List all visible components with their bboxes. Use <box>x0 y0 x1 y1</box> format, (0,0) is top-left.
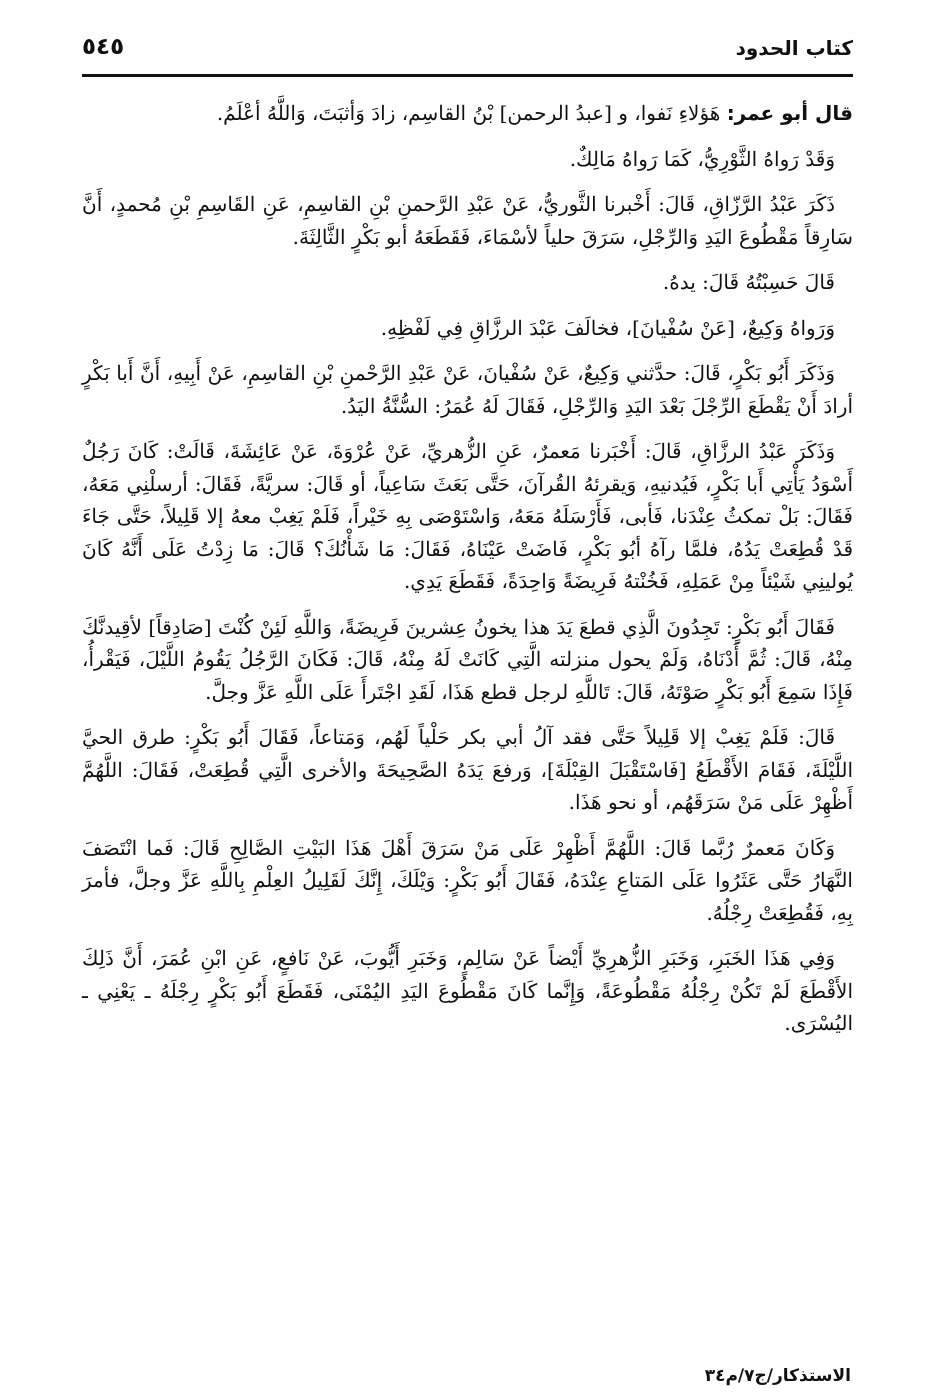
footer-signature: الاستذكار/ج٧/م٣٤ <box>704 1366 851 1386</box>
paragraph-text: هَؤلاءِ نَفوا، و [عبدُ الرحمن] بْنُ القاسِم، زادَ وَأثبَتَ، وَاللَّهُ أعْلَمُ. <box>216 101 727 125</box>
paragraph: وَقَدْ رَواهُ الثَّوْرِيُّ، كَمَا رَواهُ مَالِكٌ. <box>569 146 835 171</box>
paragraph: وَذَكَرَ أَبُو بَكْرٍ، قَالَ: حدَّثني وَكِيعٌ، عَنْ سُفْيانَ، عَنْ عَبْدِ الرَّحْمنِ بْنِ القاسِمِ، عَنْ أَبِيهِ، أَنَّ أَبا بَكْرٍ أرادَ أَنْ يَقْطَعَ الرِّجْلَ بَعْدَ اليَدِ وَالرِّجْلِ، فَقَالَ لَهُ عُمَرُ: السُّنَّةُ اليَدُ. <box>82 361 853 418</box>
paragraph: وَذَكَرَ عَبْدُ الرزَّاقِ، قَالَ: أَخْبَرنا مَعمرٌ، عَنِ الزُّهريِّ، عَنْ عُرْوَةَ، عَنْ عَائِشَةَ، قَالَتْ: كَانَ رَجُلٌ أَسْوَدُ يَأْتِي أَبا بَكْرٍ، فَيُدنيهِ، وَيقرئهُ القُرآنَ، حَتَّى بَعَثَ سَاعِياً، أو قَالَ: سريَّةً، فَقَالَ: أرسلْنِي مَعَهُ، فَقَالَ: بَلْ تمكثُ عِنْدَنا، فَأبى، فَأَرْسَلَهُ مَعَهُ، وَاسْتَوْصَى بِهِ خَيْراً، فَلَمْ يَغِبْ معهُ إلا قَلِيلاً، حَتَّى جَاءَ قَدْ قُطِعَتْ يَدُهُ، فلمَّا رآهُ أبُو بَكْرٍ، فَاضَتْ عَيْنَاهُ، فَقَالَ: مَا شَأْنُكَ؟ قَالَ: مَا زِدْتُ عَلَى أَنَّهُ كَانَ يُولينِي شَيْئاً مِنْ عَمَلِهِ، فَخُنْتهُ فَرِيضَةً وَاحِدَةً، فَقَطَعَ يَدِي. <box>82 439 854 593</box>
running-header <box>82 34 853 77</box>
page-number: ٥٤٥ <box>82 34 125 60</box>
speaker-label: قال أبو عمر: <box>726 101 853 125</box>
running-title: كتاب الحدود <box>735 36 853 60</box>
paragraph: فَقَالَ أَبُو بَكْرٍ: تَجِدُونَ الَّذِي قطعَ يَدَ هذا يخونُ عِشرينَ فَرِيضَةً، وَاللَّهِ لَئِنْ كُنْتَ [صَادِقاً] لأقِيدنَّكَ مِنْهُ، قَالَ: ثُمَّ أَدْنَاهُ، وَلَمْ يحول منزلته الَّتِي كَانَتْ لَهُ مِنْهُ، قَالَ: فَكَانَ الرَّجُلُ يَقُومُ اللَّيْلَ، فَيَقْرأُ، فَإِذَا سَمِعَ أَبُو بَكْرٍ صَوْتَهُ، قَالَ: تَاللَّهِ لرجل قطع هَذَا، لَقَدِ اجْتَرأَ عَلَى اللَّهِ عَزَّ وجلَّ. <box>82 614 853 704</box>
paragraph: وَرَواهُ وَكِيعٌ، [عَنْ سُفْيانَ]، فخالَفَ عَبْدَ الرزَّاقِ فِي لَفْظِهِ. <box>380 315 835 340</box>
paragraph: قَالَ: فَلَمْ يَغِبْ إلا قَلِيلاً حَتَّى فقد آلُ أبي بكر حَلْياً لَهُم، وَمَتاعاً، فَقَالَ أَبُو بَكْرٍ: طرق الحيَّ اللَّيْلَةَ، فَقَامَ الأَقْطَعُ [فَاسْتَقْبَلَ القِبْلَةَ]، وَرفعَ يَدَهُ الصَّحِيحَةَ والأخرى الَّتِي قُطِعَتْ، فَقَالَ: اللَّهُمَّ أَظْهِرْ عَلَى مَنْ سَرَقَهُم، أو نحو هَذَا. <box>82 725 853 814</box>
paragraph: قَالَ حَسِبْتُهُ قَالَ: يدهُ. <box>662 270 835 294</box>
paragraph: وَكَانَ مَعمرٌ رُبَّما قَالَ: اللَّهُمَّ أَظْهِرْ عَلَى مَنْ سَرَقَ أَهْلَ هَذَا البَيْتِ الصَّالِحِ قَالَ: فَما انْتَصَفَ النَّهَارُ حَتَّى عَثَرُوا عَلَى المَتاعِ عِنْدَهُ، فَقَالَ أَبُو بَكْرٍ: وَيْلَكَ، إِنَّكَ لَقَلِيلُ العِلْمِ بِاللَّهِ عَزَّ وجلَّ، فأمرَ بِهِ، فَقُطِعَتْ رِجْلُهُ. <box>82 835 853 925</box>
body-text <box>82 97 853 1040</box>
paragraph <box>82 97 853 130</box>
paragraph: وَفِي هَذَا الخَبَرِ، وَخَبَرِ الزُّهرِيِّ أَيْضاً عَنْ سَالِمٍ، وَخَبَرِ أَيُّوبَ، عَنْ نَافعٍ، عَنِ ابْنِ عُمَرَ، أَنَّ ذَلِكَ الأَقْطَعَ لَمْ تَكُنْ رِجْلُهُ مَقْطُوعَةً، وَإِنَّما كَانَ مَقْطُوعَ اليَدِ اليُمْنَى، فَقَطَعَ أَبُو بَكْرٍ رِجْلَهُ ـ يَعْنِي ـ اليُسْرَى. <box>82 946 853 1035</box>
paragraph: ذَكَرَ عَبْدُ الرَّزّاقِ، قَالَ: أَخْبرنا الثَّوريُّ، عَنْ عَبْدِ الرَّحمنِ بْنِ القاسِمِ، عَنِ القَاسِمِ بْنِ مُحمدٍ، أَنَّ سَارِقاً مَقْطُوعَ اليَدِ وَالرِّجْلِ، سَرَقَ حلياً لأسْمَاءَ، فَقَطَعَهُ أبو بَكْرٍ الثَّالِثَةَ. <box>82 192 853 249</box>
